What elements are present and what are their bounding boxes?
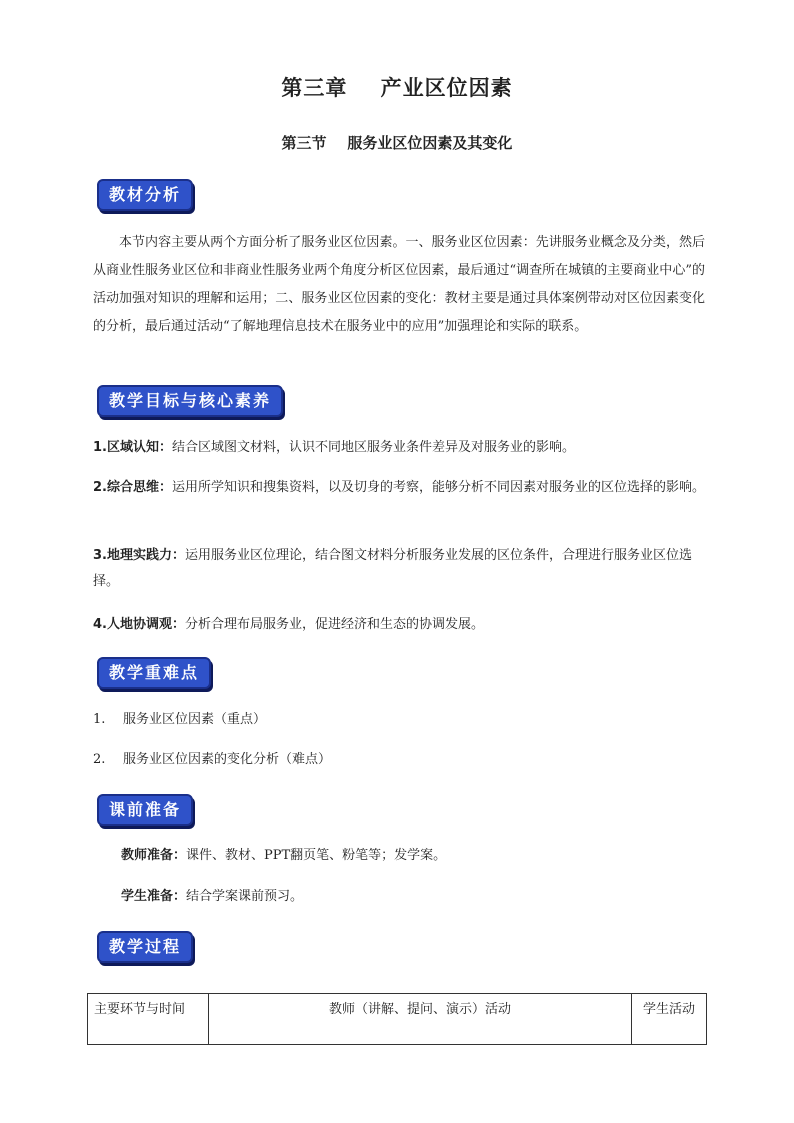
analysis-heading-badge: 教材分析	[97, 179, 193, 211]
table-header-teacher-activity: 教师（讲解、提问、演示）活动	[209, 994, 632, 1045]
student-preparation	[121, 884, 705, 910]
goals-heading-badge: 教学目标与核心素养	[97, 385, 283, 417]
goal-item-4	[93, 612, 705, 638]
goal-item-title: 4.人地协调观：	[93, 617, 185, 632]
analysis-paragraph: 本节内容主要从两个方面分析了服务业区位因素。一、服务业区位因素：先讲服务业概念及分类，然后从商业性服务业区位和非商业性服务业两个角度分析区位因素，最后通过“调查所在城镇的主要商业中心”的活动加强对知识的理解和运用；二、服务业区位因素的变化：教材主要是通过具体案例带动对区位因素变化的分析，最后通过活动“了解地理信息技术在服务业中的应用”加强理论和实际的联系。	[93, 235, 705, 334]
goal-item-text: 运用服务业区位理论，结合图文材料分析服务业发展的区位条件，合理进行服务业区位选择。	[93, 548, 692, 589]
goal-item-text: 结合区域图文材料，认识不同地区服务业条件差异及对服务业的影响。	[171, 440, 575, 455]
goal-item-3	[93, 543, 705, 595]
section-title: 第三节 服务业区位因素及其变化	[281, 134, 513, 152]
teacher-preparation-text: 课件、教材、PPT翻页笔、粉笔等；发学案。	[186, 848, 447, 863]
key-point-text: 服务业区位因素的变化分析（难点）	[123, 752, 332, 767]
goal-item-title: 2.综合思维：	[93, 480, 172, 495]
preparation-heading-badge: 课前准备	[97, 794, 193, 826]
goal-item-title: 1.区域认知：	[93, 440, 172, 455]
student-preparation-title: 学生准备：	[121, 889, 187, 904]
goal-item-2	[93, 475, 705, 501]
process-heading-badge: 教学过程	[97, 931, 193, 963]
goal-item-1	[93, 435, 705, 461]
goal-item-title: 3.地理实践力：	[93, 548, 185, 563]
student-preparation-text: 结合学案课前预习。	[186, 889, 304, 904]
key-point-item-2	[93, 747, 705, 773]
key-point-number: 2.	[93, 752, 106, 767]
table-header-stage: 主要环节与时间	[88, 994, 209, 1045]
key-point-number: 1.	[93, 712, 106, 727]
key-point-text: 服务业区位因素（重点）	[123, 712, 267, 727]
table-header-student-activity: 学生活动	[632, 994, 707, 1045]
key-point-item-1	[93, 707, 705, 733]
teacher-preparation	[121, 843, 705, 869]
goal-item-text: 分析合理布局服务业，促进经济和生态的协调发展。	[184, 617, 484, 632]
chapter-title: 第三章 产业区位因素	[281, 76, 513, 100]
process-table	[87, 993, 707, 1045]
goal-item-text: 运用所学知识和搜集资料，以及切身的考察，能够分析不同因素对服务业的区位选择的影响。	[171, 480, 705, 495]
key-points-heading-badge: 教学重难点	[97, 657, 211, 689]
teacher-preparation-title: 教师准备：	[121, 848, 187, 863]
table-header-row	[88, 994, 707, 1045]
